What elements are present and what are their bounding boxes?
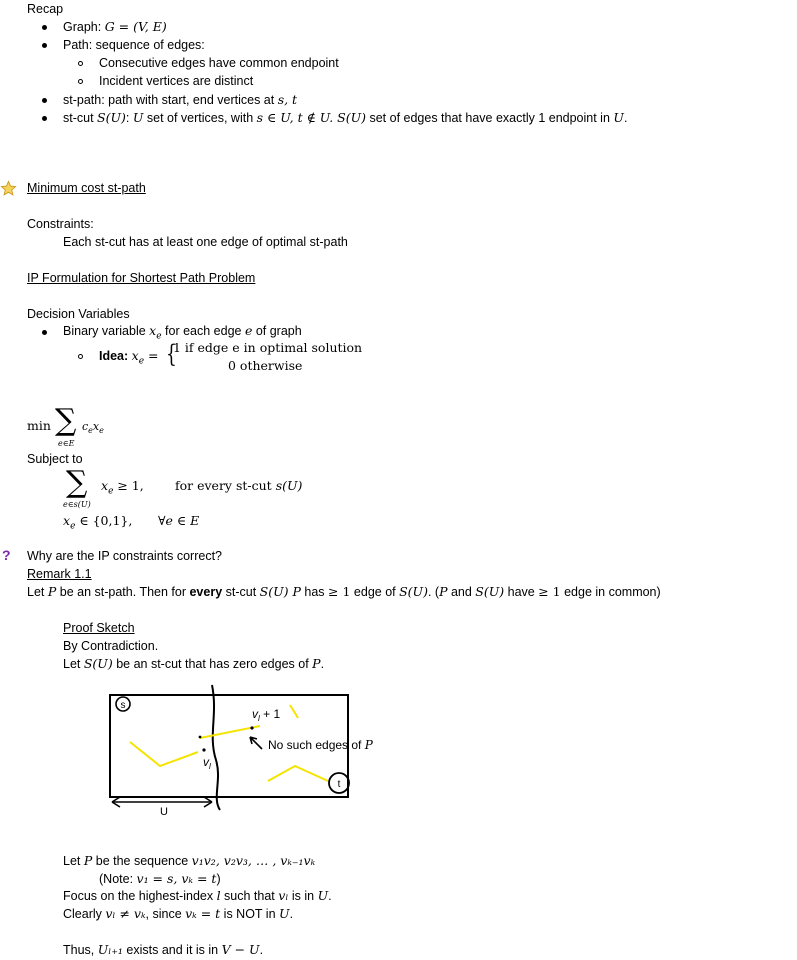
recap-path: Path: sequence of edges: (63, 38, 205, 52)
idea-label: Idea: $x_e$ = (99, 348, 159, 367)
ip-min: min (27, 418, 51, 433)
subject-to-label: Subject to (27, 452, 83, 466)
sub-bullet (78, 61, 83, 66)
focus-text: Focus on the highest-index l such that vₗ is in U. (63, 888, 332, 903)
clearly-text: Clearly vₗ ≠ vₖ, since vₖ = t is NOT in U. (63, 906, 294, 921)
recap-stcut: st-cut S(U): U set of vertices, with s ∈ U, t ∉ U. S(U) set of edges that have exactly 1 endpoint in U. (63, 110, 628, 125)
question-text: Why are the IP constraints correct? (27, 549, 222, 563)
note-text: No such edges of P (268, 738, 373, 752)
st-cut-figure (100, 680, 390, 820)
ip-constraint2: $x_e$ ∈ {0,1}, (63, 513, 133, 532)
star-icon (0, 180, 17, 197)
small-dot (199, 736, 202, 739)
s-label: s (120, 700, 126, 711)
bullet (42, 330, 47, 335)
section-title-min-cost: Minimum cost st-path (27, 181, 146, 195)
sequence-text: Let P be the sequence v₁v₂, v₂v₃, … , vₖ₋₁vₖ (63, 853, 316, 868)
proof-let: Let S(U) be an st-cut that has zero edges of P. (63, 656, 325, 671)
vl-dot (202, 748, 205, 751)
ip-constraint1-under: e∈s(U) (63, 500, 91, 509)
vl1-dot (250, 726, 253, 729)
remark-title: Remark 1.1 (27, 567, 92, 581)
bullet (42, 98, 47, 103)
vl1-label: $v_l + 1$ (252, 707, 281, 723)
recap-stpath: st-path: path with start, end vertices at s, t (63, 92, 298, 107)
brace-glyph: { (166, 340, 177, 368)
proof-title: Proof Sketch (63, 621, 135, 635)
bullet (42, 43, 47, 48)
upper-edge (290, 705, 298, 718)
remark-text: Let P be an st-path. Then for every st-cut S(U) P has ≥ 1 edge of S(U). (P and S(U) have ≥ 1 edge in common) (27, 584, 661, 599)
ip-sigma: ∑ (55, 403, 77, 438)
constraints-label: Constraints: (27, 217, 94, 231)
ip-objective-under: e∈E (58, 439, 75, 448)
note-arrow (250, 737, 262, 749)
note-text: (Note: v₁ = s, vₖ = t) (99, 871, 221, 886)
ip-sigma: ∑ (66, 465, 88, 500)
vl-label: $v_l$ (203, 755, 211, 771)
recap-graph: Graph: G = (V, E) (63, 19, 167, 34)
ip-constraint1: $x_e \ge 1$, (101, 478, 144, 497)
decision-variables-label: Decision Variables (27, 307, 130, 321)
left-path-edge (130, 742, 198, 766)
t-label: t (337, 779, 341, 790)
right-path-edge (268, 766, 328, 781)
idea-case2: 0 otherwise (228, 358, 303, 373)
recap-title: Recap (27, 2, 64, 16)
binary-variable-text: Binary variable $x_e$ for each edge e of graph (63, 323, 302, 342)
sub-bullet (78, 79, 83, 84)
cut-curve (212, 685, 220, 810)
proof-contradiction: By Contradiction. (63, 639, 159, 653)
thus-text: Thus, Uₗ₊₁ exists and it is in V − U. (63, 942, 264, 957)
idea-case1: 1 if edge e in optimal solution (173, 340, 363, 355)
u-label: U (160, 806, 168, 818)
ip-constraint2-forall: ∀e ∈ E (158, 513, 200, 528)
bullet (42, 116, 47, 121)
question-icon: ? (2, 547, 11, 563)
section-title-ip: IP Formulation for Shortest Path Problem (27, 271, 256, 285)
constraint-text: Each st-cut has at least one edge of optimal st-path (63, 235, 348, 249)
recap-path-sub1: Consecutive edges have common endpoint (99, 56, 339, 70)
ip-objective-term: $c_ex_e$ (82, 420, 104, 436)
bullet (42, 25, 47, 30)
sub-bullet (78, 354, 83, 359)
recap-path-sub2: Incident vertices are distinct (99, 74, 254, 88)
ip-constraint1-for: for every st-cut s(U) (175, 478, 303, 493)
